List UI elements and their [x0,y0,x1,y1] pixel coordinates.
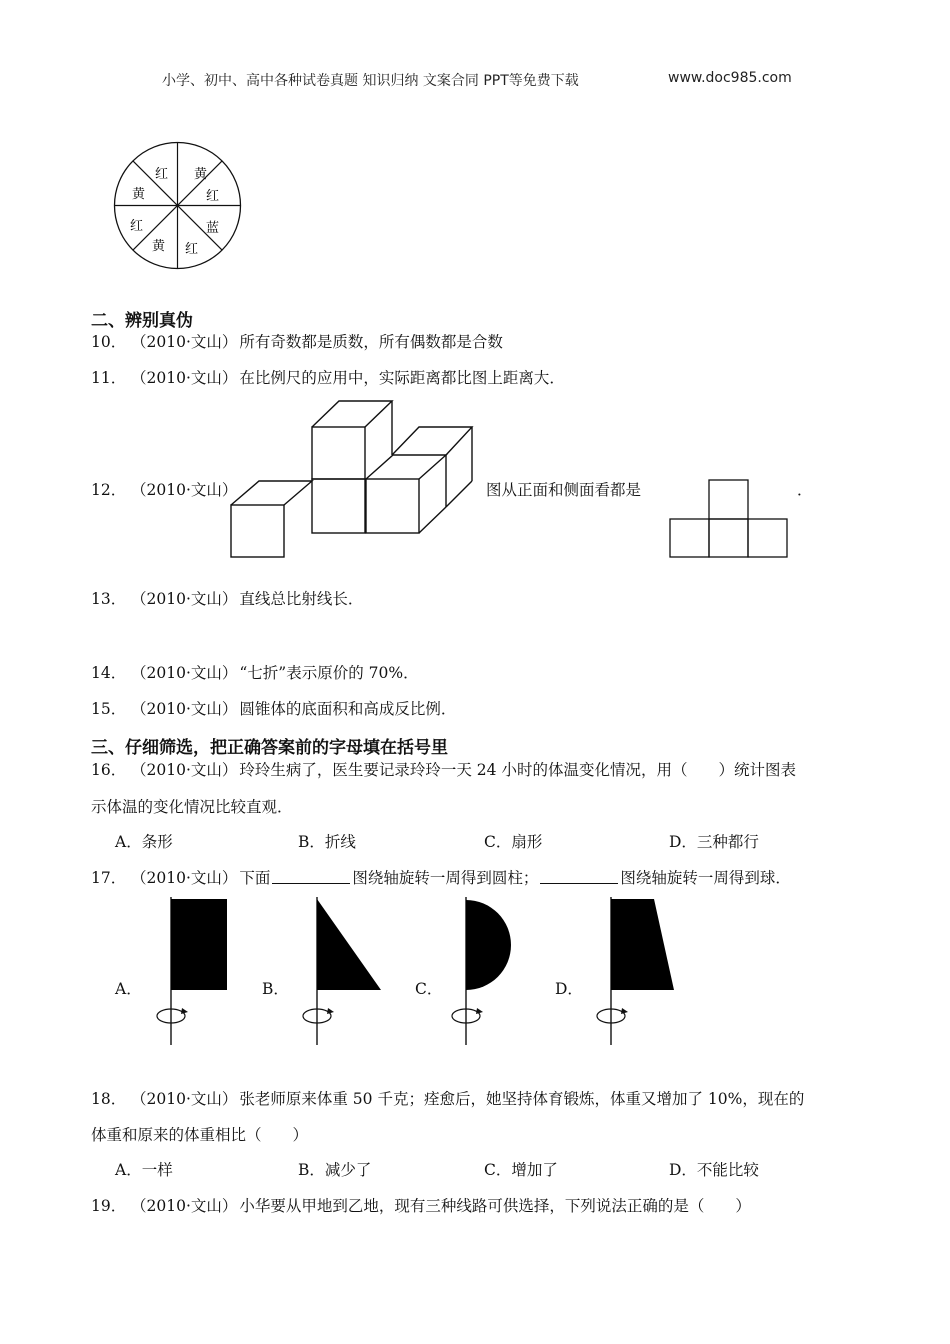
answer-blank [272,869,350,884]
figure-label-a: A． [115,980,142,998]
figure-label-d: D． [555,980,583,998]
question-16-line2: 示体温的变化情况比较直观． [91,798,293,816]
question-12-end: ． [797,481,813,499]
option-d: D．不能比较 [669,1161,759,1179]
question-14: 14． （2010·文山） “七折”表示原价的 70%． [91,664,419,682]
question-16: 16． （2010·文山） 玲玲生病了，医生要记录玲玲一天 24 小时的体温变化情况，用（ ）统计图表 [91,761,796,779]
spinner-sector-label: 红 [206,189,220,204]
spinner-figure [110,138,245,273]
shape-triangle-figure [294,895,389,1050]
page-header-text: 小学、初中、高中各种试卷真题 知识归纳 文案合同 PPT等免费下载 [162,73,579,89]
question-12-prefix: 12． （2010·文山） [91,481,238,499]
shape-rectangle-figure [148,895,238,1050]
shape-semicircle-figure [443,895,533,1050]
option-c: C．增加了 [484,1161,558,1179]
question-19: 19． （2010·文山） 小华要从甲地到乙地，现有三种线路可供选择，下列说法正确的是（ ） [91,1197,751,1215]
question-18-line2: 体重和原来的体重相比（ ） [91,1126,309,1144]
figure-label-c: C． [415,980,443,998]
spinner-sector-label: 蓝 [206,221,220,236]
question-12-text: 图从正面和侧面看都是 [486,481,642,499]
spinner-sector-label: 黄 [152,239,166,254]
option-a: A．一样 [115,1161,173,1179]
option-d: D．三种都行 [669,833,759,851]
cube-stack-figure [228,395,478,560]
section-title: 二、辨别真伪 [91,311,193,331]
answer-blank [540,869,618,884]
question-13: 13． （2010·文山） 直线总比射线长． [91,590,364,608]
spinner-sector-label: 黄 [132,187,146,202]
spinner-sector-label: 红 [155,167,169,182]
option-b: B．折线 [298,833,356,851]
spinner-sector-label: 红 [185,242,199,257]
question-11: 11． （2010·文山） 在比例尺的应用中，实际距离都比图上距离大． [91,369,565,387]
front-view-figure [668,478,792,560]
option-b: B．减少了 [298,1161,372,1179]
page-header-site: www.doc985.com [668,70,792,86]
question-18: 18． （2010·文山） 张老师原来体重 50 千克；痊愈后，她坚持体育锻炼，体重又增加了 10%，现在的 [91,1090,805,1108]
question-10: 10． （2010·文山） 所有奇数都是质数，所有偶数都是合数 [91,333,503,351]
question-17: 17． （2010·文山） 下面 图绕轴旋转一周得到圆柱； 图绕轴旋转一周得到球． [91,869,791,887]
shape-trapezoid-figure [588,895,683,1050]
section-title: 三、仔细筛选，把正确答案前的字母填在括号里 [91,738,448,758]
spinner-sector-label: 黄 [194,167,208,182]
option-a: A．条形 [115,833,173,851]
option-c: C．扇形 [484,833,543,851]
figure-label-b: B． [262,980,289,998]
question-15: 15． （2010·文山） 圆锥体的底面积和高成反比例． [91,700,457,718]
spinner-sector-label: 红 [130,219,144,234]
